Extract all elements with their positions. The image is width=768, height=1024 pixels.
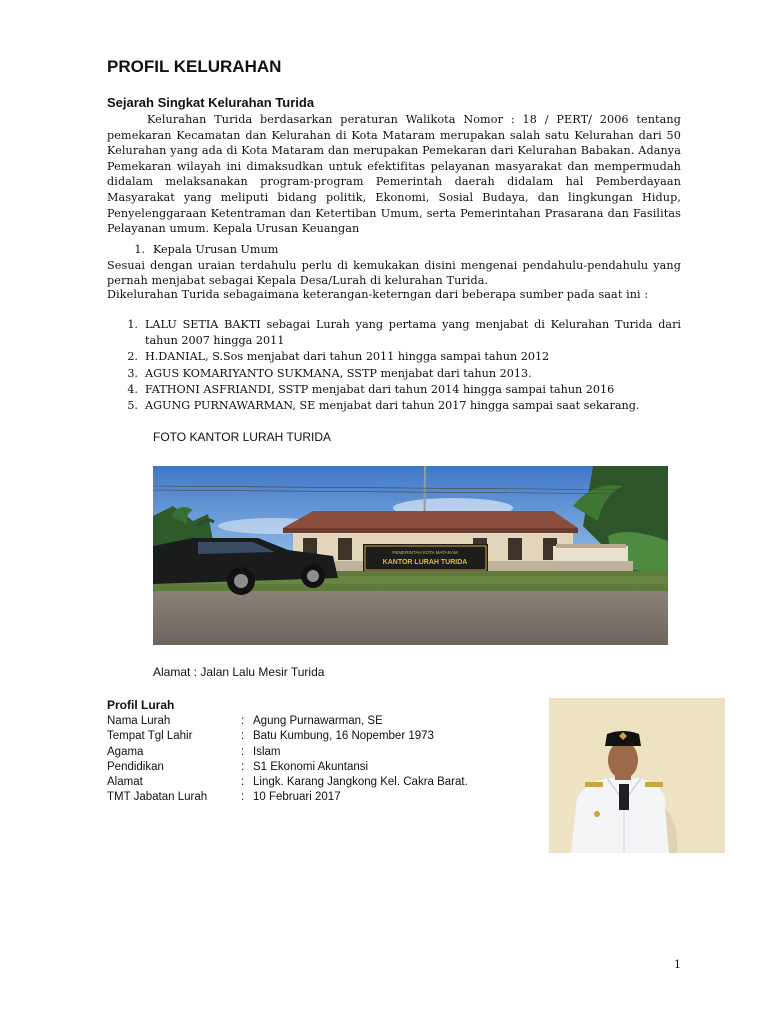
list-text: AGUS KOMARIYANTO SUKMANA, SSTP menjabat dari tahun 2013.: [145, 366, 532, 380]
profile-value: Agung Purnawarman, SE: [253, 715, 383, 727]
office-address: Alamat : Jalan Lalu Mesir Turida: [153, 665, 325, 679]
list-text: Kepala Urusan Umum: [153, 243, 279, 256]
photo-caption: FOTO KANTOR LURAH TURIDA: [153, 430, 332, 444]
profile-label: Tempat Tgl Lahir: [107, 730, 193, 743]
table-row: [107, 746, 468, 761]
sources-paragraph: Dikelurahan Turida sebagaimana keterangan-keterngan dari beberapa sumber pada saat ini :: [107, 288, 649, 301]
profile-separator: :: [241, 730, 245, 743]
list-item: [107, 317, 681, 349]
page-title: PROFIL KELURAHAN: [107, 57, 282, 76]
list-number: 1.: [134, 243, 145, 256]
profile-separator: :: [241, 760, 245, 773]
history-paragraph: Kelurahan Turida berdasarkan peraturan Walikota Nomor : 18 / PERT/ 2006 tentang pemekaran Kecamatan dan Kelurahan di Kota Mataram merupakan salah satu Kelurahan dari 50 Kelurahan yang ada di Kota Mataram dan merupakan Pemekaran dari Kelurahan Babakan. Adanya Pemekaran wilayah ini dimaksudkan untuk efektifitas pelayanan masyarakat dan mempermudah didalam melaksanakan program-program Pemerintah daerah didalam hal Pemberdayaan Masyarakat yang meliputi bidang politik, Ekonomi, Sosial Budaya, dan lingkungan Hidup, Penyelenggaraan Ketentraman dan Ketertiban Umum, serta Pemerintahan Prasarana dan Fasilitas Pelayanan umum. Kepala Urusan Keuangan: [107, 113, 681, 236]
history-heading: Sejarah Singkat Kelurahan Turida: [107, 95, 315, 110]
list-item: [107, 382, 681, 398]
list-number: 4.: [127, 382, 138, 396]
office-photo: [153, 466, 668, 645]
table-row: [107, 791, 468, 806]
table-row: [107, 715, 468, 730]
sign-text: KANTOR LURAH TURIDA: [382, 559, 468, 566]
list-number: 3.: [127, 366, 138, 380]
lurah-portrait-photo: [549, 698, 725, 853]
profile-value: Lingk. Karang Jangkong Kel. Cakra Barat.: [253, 776, 468, 789]
table-row: [107, 730, 468, 745]
sub-list: [107, 243, 278, 256]
profile-label: Nama Lurah: [107, 715, 171, 727]
list-item: [107, 366, 681, 382]
profile-value: 10 Februari 2017: [253, 791, 341, 804]
list-number: 1.: [127, 318, 138, 331]
list-text: AGUNG PURNAWARMAN, SE menjabat dari tahun 2017 hingga sampai saat sekarang.: [145, 399, 640, 413]
predecessors-paragraph: Sesuai dengan uraian terdahulu perlu di kemukakan disini mengenai pendahulu-pendahulu yang pernah menjabat sebagai Kepala Desa/Lurah di kelurahan Turida.: [107, 259, 681, 287]
profile-label: Pendidikan: [107, 760, 164, 773]
profile-value: Batu Kumbung, 16 Nopember 1973: [253, 730, 434, 743]
profile-value: S1 Ekonomi Akuntansi: [253, 760, 369, 773]
profile-separator: :: [241, 791, 245, 804]
list-text: H.DANIAL, S.Sos menjabat dari tahun 2011 hingga sampai tahun 2012: [145, 350, 550, 364]
profile-separator: :: [241, 715, 245, 727]
profile-label: Agama: [107, 745, 144, 758]
list-number: 5.: [127, 399, 138, 413]
profile-label: Alamat: [107, 776, 143, 789]
page-number: 1: [674, 958, 681, 971]
list-text: LALU SETIA BAKTI sebagai Lurah yang pertama yang menjabat di Kelurahan Turida dari tahun 2007 hingga 2011: [145, 318, 681, 348]
profile-value: Islam: [253, 745, 281, 758]
sign-text: PEMERINTAH KOTA MATARAM: [392, 550, 458, 555]
list-text: FATHONI ASFRIANDI, SSTP menjabat dari tahun 2014 hingga sampai tahun 2016: [145, 382, 615, 396]
list-item: [107, 349, 681, 365]
profile-separator: :: [241, 745, 245, 758]
profile-label: TMT Jabatan Lurah: [107, 791, 208, 804]
table-row: [107, 761, 468, 776]
table-row: [107, 776, 468, 791]
list-item: [107, 243, 278, 256]
officials-list: [107, 317, 681, 414]
list-number: 2.: [127, 350, 138, 364]
profile-heading: Profil Lurah: [107, 698, 175, 712]
profile-table: [107, 715, 468, 807]
profile-separator: :: [241, 776, 245, 789]
list-item: [107, 398, 681, 414]
